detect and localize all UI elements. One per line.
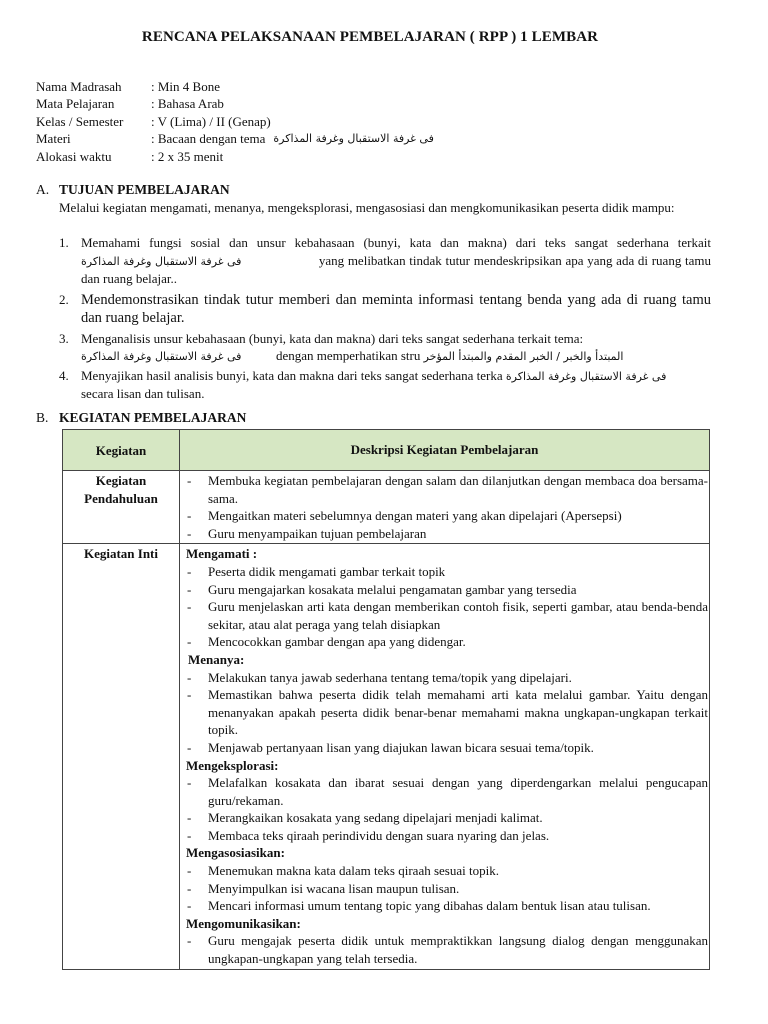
list-item: - Melakukan tanya jawab sederhana tentang tema/topik yang dipelajari.: [186, 669, 708, 687]
info-value: : Min 4 Bone: [151, 79, 220, 94]
info-row-mapel: [36, 95, 434, 112]
list-item: - Guru mengajarkan kosakata melalui pengamatan gambar yang tersedia: [186, 581, 708, 599]
info-label: Alokasi waktu: [36, 148, 112, 164]
item-text: Mendemonstrasikan tindak tutur memberi dan meminta informasi tentang benda yang ada di ruang tamu dan ruang belajar.: [81, 291, 711, 326]
info-value: : Bahasa Arab: [151, 96, 224, 112]
identity-block: [36, 78, 434, 165]
row-label-pendahuluan: Kegiatan Pendahuluan: [63, 471, 180, 544]
section-a-intro: Melalui kegiatan mengamati, menanya, mengeksplorasi, mengasosiasi dan mengkomunikasikan peserta didik mampu:: [59, 200, 675, 215]
info-row-materi: [36, 130, 434, 147]
arabic-theme: فى غرفة الاستقبال وغرفة المذاكرة: [505, 369, 667, 383]
table-row: [63, 471, 710, 544]
activity-table: [62, 429, 710, 970]
group-title: Mengamati :: [186, 546, 258, 562]
text-part: Menyajikan hasil analisis bunyi, kata dan makna dari teks sangat sederhana terka: [81, 367, 503, 383]
list-item-text: Guru menyampaikan tujuan pembelajaran: [208, 525, 427, 541]
list-item-text: Menyimpulkan isi wacana lisan maupun tulisan.: [208, 880, 460, 896]
section-letter: A.: [36, 182, 50, 197]
list-item-text: Membuka kegiatan pembelajaran dengan salam dan dilanjutkan dengan membaca doa bersama-sama.: [208, 473, 708, 506]
list-item-text: Menemukan makna kata dalam teks qiraah sesuai topik.: [208, 863, 499, 879]
list-item: - Mencari informasi umum tentang topic yang dibahas dalam bentuk lisan atau tulisan.: [186, 897, 708, 915]
arabic-structure: المبتدأ والخبر / الخبر المقدم والمبتدأ المؤخر: [423, 350, 624, 363]
list-item: - Membaca teks qiraah perindividu dengan suara nyaring dan jelas.: [186, 827, 708, 845]
section-title: KEGIATAN PEMBELAJARAN: [59, 410, 247, 425]
objective-item: [59, 234, 749, 288]
section-letter: B.: [36, 410, 49, 425]
info-value: : Bacaan dengan tema: [151, 131, 266, 147]
list-item: - Guru mengajak peserta didik untuk mempraktikkan langsung dialog dengan menggunakan ungkapan-ungkapan yang telah tersedia.: [187, 933, 708, 967]
objective-item: [59, 367, 749, 403]
text-part: Memahami fungsi sosial dan unsur kebahasaan (bunyi, kata dan makna) dari teks sangat sederhana terkait: [81, 235, 711, 250]
row-description: [180, 471, 710, 544]
table-row: [63, 544, 710, 969]
arabic-theme: فى غرفة الاستقبال وغرفة المذاكرة: [81, 254, 242, 268]
list-item-text: Mencocokkan gambar dengan apa yang didengar.: [208, 634, 466, 650]
list-item: - Membuka kegiatan pembelajaran dengan salam dan dilanjutkan dengan membaca doa bersama-sama.: [187, 473, 708, 506]
group-title: Mengeksplorasi:: [186, 757, 279, 773]
row-label-inti: Kegiatan Inti: [63, 544, 180, 969]
section-title: TUJUAN PEMBELAJARAN: [59, 182, 230, 197]
text-part: dengan memperhatikan stru: [275, 348, 421, 363]
list-item: - Mengaitkan materi sebelumnya dengan materi yang akan dipelajari (Apersepsi): [186, 507, 708, 525]
list-item-text: Melafalkan kosakata dan ibarat sesuai dengan yang diperdengarkan melalui pengucapan guru/rekaman.: [208, 775, 708, 808]
info-label: Kelas / Semester: [36, 113, 124, 129]
list-item-text: Guru mengajarkan kosakata melalui pengamatan gambar yang tersedia: [208, 581, 577, 597]
info-value: : 2 x 35 menit: [151, 148, 224, 164]
group-title: Mengasosiasikan:: [186, 845, 285, 861]
list-item-text: Guru mengajak peserta didik untuk mempraktikkan langsung dialog dengan menggunakan ungkapan-ungkapan yang telah tersedia.: [208, 933, 708, 967]
table-header-row: [63, 430, 710, 471]
list-item: - Menjawab pertanyaan lisan yang diajukan lawan bicara sesuai tema/topik.: [186, 739, 708, 757]
group-title: Mengomunikasikan:: [186, 915, 301, 931]
item-number: 2.: [59, 291, 69, 307]
section-b-heading: [36, 409, 246, 427]
list-item-text: Melakukan tanya jawab sederhana tentang tema/topik yang dipelajari.: [208, 669, 572, 685]
info-row-alokasi: [36, 148, 434, 165]
info-label: Nama Madrasah: [36, 79, 122, 94]
item-text: [81, 330, 711, 366]
list-item: - Peserta didik mengamati gambar terkait topik: [186, 563, 708, 581]
info-label: Materi: [36, 131, 71, 147]
item-number: 1.: [59, 235, 69, 250]
item-text: [81, 234, 711, 288]
item-text: [81, 367, 711, 403]
list-item-text: Membaca teks qiraah perindividu dengan suara nyaring dan jelas.: [208, 827, 550, 843]
text-part: secara lisan dan tulisan.: [81, 386, 205, 401]
objective-item: [59, 291, 749, 328]
list-item: - Melafalkan kosakata dan ibarat sesuai dengan yang diperdengarkan melalui pengucapan guru/rekaman.: [187, 775, 708, 808]
item-number: 4.: [59, 367, 69, 383]
row-description: [180, 544, 710, 969]
list-item: - Menemukan makna kata dalam teks qiraah sesuai topik.: [186, 862, 708, 880]
objective-list: [59, 234, 749, 403]
list-item-text: Mengaitkan materi sebelumnya dengan materi yang akan dipelajari (Apersepsi): [208, 508, 622, 524]
list-item-text: Menjawab pertanyaan lisan yang diajukan lawan bicara sesuai tema/topik.: [208, 739, 594, 755]
group-title: Menanya:: [188, 651, 245, 667]
text-part: Menganalisis unsur kebahasaan (bunyi, kata dan makna) dari teks sangat sederhana terkait tema:: [81, 330, 584, 346]
arabic-theme: فى غرفة الاستقبال وغرفة المذاكرة: [81, 350, 242, 363]
header-deskripsi: Deskripsi Kegiatan Pembelajaran: [180, 430, 710, 471]
list-item: - Guru menyampaikan tujuan pembelajaran: [186, 525, 708, 543]
page-title: RENCANA PELAKSANAAN PEMBELAJARAN ( RPP ) 1 LEMBAR: [141, 29, 599, 45]
list-item-text: Merangkaikan kosakata yang sedang dipelajari menjadi kalimat.: [208, 810, 543, 826]
arabic-theme: فى غرفة الاستقبال وغرفة المذاكرة: [273, 132, 434, 146]
list-item: - Guru menjelaskan arti kata dengan memberikan contoh fisik, seperti gambar, atau benda-benda sekitar, atau alat peraga yang telah disiapkan: [187, 599, 708, 632]
text-part: yang melibatkan tindak tutur mendeskripsikan apa yang ada di ruang tamu dan ruang belajar..: [81, 252, 712, 286]
info-row-kelas: [36, 113, 434, 130]
list-item-text: Peserta didik mengamati gambar terkait topik: [208, 563, 446, 579]
list-item-text: Mencari informasi umum tentang topic yang dibahas dalam bentuk lisan atau tulisan.: [208, 898, 651, 914]
header-kegiatan: Kegiatan: [63, 430, 180, 471]
section-a-heading: [36, 181, 230, 199]
list-item-text: Memastikan bahwa peserta didik telah memahami arti kata melalui gambar. Yaitu dengan menanyakan apakah peserta didik benar-benar memahami makna ungkapan-ungkapan terkait topik.: [208, 687, 708, 738]
info-row-madrasah: [36, 78, 434, 95]
list-item: - Menyimpulkan isi wacana lisan maupun tulisan.: [186, 880, 708, 898]
info-label: Mata Pelajaran: [36, 96, 115, 112]
list-item: - Memastikan bahwa peserta didik telah memahami arti kata melalui gambar. Yaitu dengan menanyakan apakah peserta didik benar-benar memahami makna ungkapan-ungkapan terkait topik.: [187, 687, 708, 738]
info-value: : V (Lima) / II (Genap): [151, 113, 271, 129]
list-item: - Merangkaikan kosakata yang sedang dipelajari menjadi kalimat.: [186, 809, 708, 827]
item-number: 3.: [59, 330, 69, 346]
list-item-text: Guru menjelaskan arti kata dengan memberikan contoh fisik, seperti gambar, atau benda-benda sekitar, atau alat peraga yang telah disiapkan: [208, 599, 708, 632]
objective-item: [59, 330, 749, 366]
list-item: - Mencocokkan gambar dengan apa yang didengar.: [186, 633, 708, 651]
